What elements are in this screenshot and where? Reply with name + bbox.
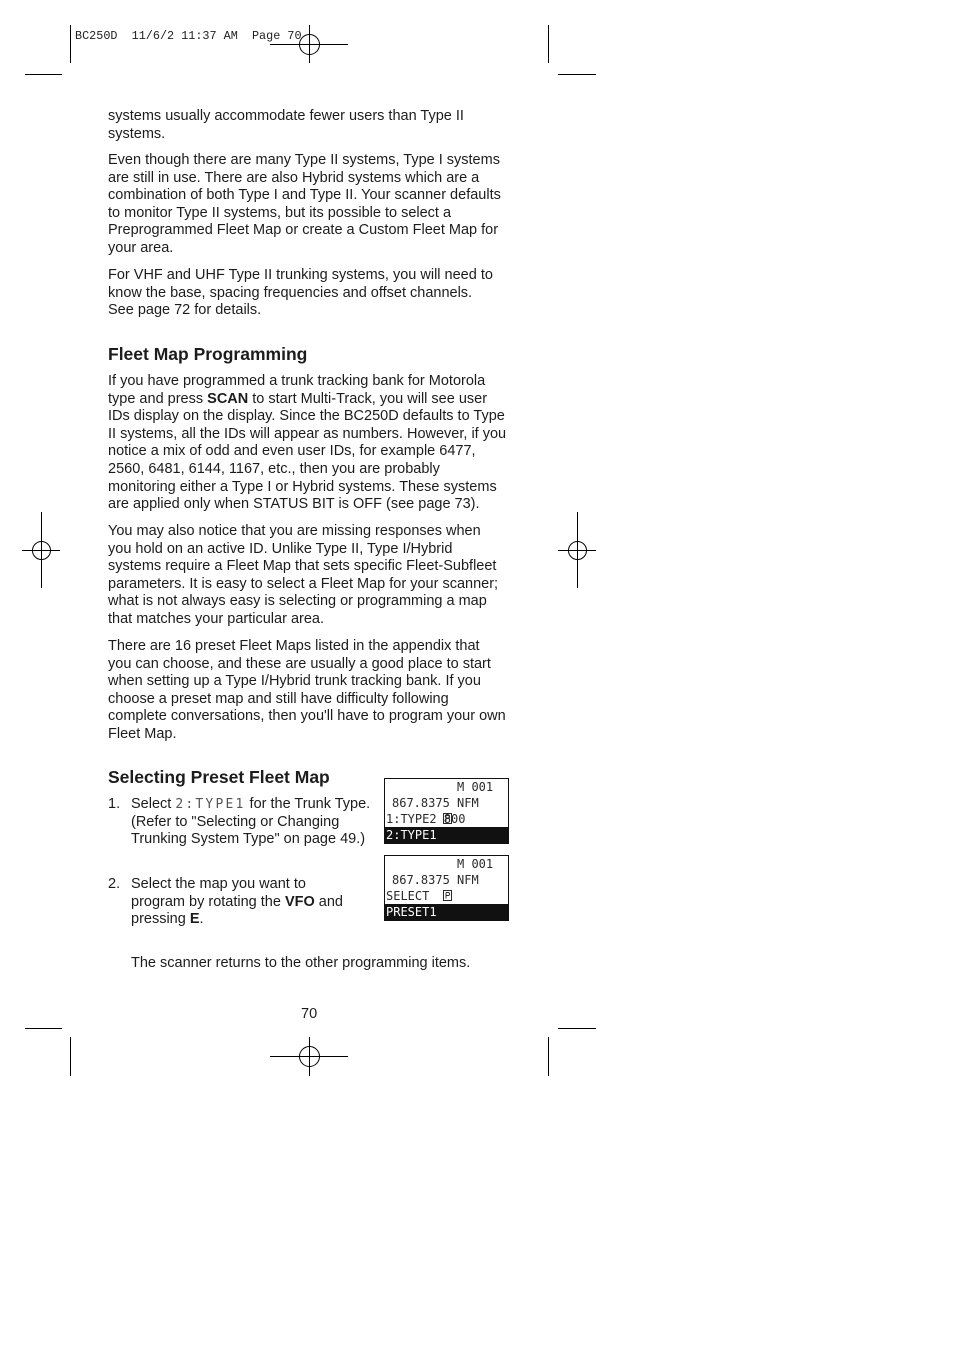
bank-indicator-icon — [443, 858, 452, 869]
text-line: notice a mix of odd and even user IDs, for example 6477, — [108, 443, 476, 460]
text-line: your area. — [108, 239, 174, 256]
step-number: 2. — [108, 876, 121, 892]
text-line: monitoring either a Type I or Hybrid systems. These systems — [108, 478, 497, 495]
paragraph — [108, 267, 538, 320]
lcd-status-row — [385, 779, 508, 795]
lcd-prompt: SELECT — [386, 889, 430, 903]
paragraph — [108, 152, 538, 258]
key-name-vfo: VFO — [284, 893, 315, 910]
text-line: what is not always easy is selecting or programming a map — [108, 593, 487, 610]
text-line — [108, 391, 538, 409]
crop-mark-top-right — [549, 25, 597, 75]
text-line: are still in use. There are also Hybrid systems which are a — [108, 169, 480, 186]
registration-mark-left — [22, 512, 60, 588]
crop-mark-top-left — [25, 25, 71, 75]
lcd-status-row — [385, 856, 508, 872]
text-line: systems. — [108, 125, 166, 142]
display-text-type1: 2:TYPE1 — [175, 797, 246, 812]
lcd-channel: M 001 — [457, 857, 494, 871]
text-line: You may also notice that you are missing responses when — [108, 523, 481, 539]
crop-mark-bottom-left — [25, 1029, 71, 1077]
text-line: Even though there are many Type II systems, Type I systems — [108, 152, 500, 168]
section-heading: Selecting Preset Fleet Map — [108, 767, 330, 787]
text-line: know the base, spacing frequencies and offset channels. — [108, 284, 473, 301]
lcd-channel: M 001 — [457, 780, 494, 794]
crop-mark-bottom-right — [549, 1029, 597, 1077]
text-segment: Select — [131, 796, 176, 812]
text-line: Select the map you want to — [131, 876, 306, 892]
text-line: systems require a Fleet Map that sets specific Fleet-Subfleet — [108, 558, 497, 575]
text-line — [131, 911, 343, 929]
lcd-frequency: 867.8375 NFM — [392, 796, 479, 810]
text-line: choose a preset map and still have difficulty following — [108, 690, 449, 707]
text-line: that matches your particular area. — [108, 610, 324, 627]
text-segment: to start Multi-Track, you will see user — [248, 390, 488, 407]
text-line: you hold on an active ID. Unlike Type II, Type I/Hybrid — [108, 540, 453, 557]
text-line: If you have programmed a trunk tracking bank for Motorola — [108, 373, 486, 389]
section-heading: Fleet Map Programming — [108, 344, 308, 364]
lcd-selected-option: 2:TYPE1 — [385, 827, 508, 843]
key-name-scan: SCAN — [207, 390, 249, 407]
text-line: Fleet Map. — [108, 725, 177, 742]
lcd-display — [384, 778, 509, 844]
text-line: to monitor Type II systems, but its possible to select a — [108, 204, 452, 221]
text-line: combination of both Type I and Type II. Your scanner defaults — [108, 187, 501, 204]
text-line: There are 16 preset Fleet Maps listed in the appendix that — [108, 638, 480, 654]
paragraph — [108, 108, 538, 143]
text-line: parameters. It is easy to select a Fleet Map for your scanner; — [108, 575, 499, 592]
text-segment: pressing — [131, 911, 190, 928]
step-number: 1. — [108, 796, 121, 812]
text-line — [131, 796, 370, 814]
text-line: complete conversations, then you'll have to program your own — [108, 708, 506, 725]
lcd-frequency: 867.8375 NFM — [392, 873, 479, 887]
paragraph — [108, 638, 538, 744]
text-line: 2560, 6481, 6144, 1167, etc., then you are probably — [108, 460, 440, 477]
text-line: Trunking System Type" on page 49.) — [131, 831, 366, 848]
step-text — [131, 876, 343, 929]
text-line: when setting up a Type I/Hybrid trunk tracking bank. If you — [108, 673, 481, 690]
page-number: 70 — [301, 1006, 318, 1022]
paragraph — [108, 523, 538, 629]
lcd-selected-option: PRESET1 — [385, 904, 508, 920]
text-line: are applied only when STATUS BIT is OFF (see page 73). — [108, 496, 480, 513]
text-line: See page 72 for details. — [108, 302, 262, 319]
step-text — [131, 796, 370, 849]
registration-mark-right — [558, 512, 596, 588]
bank-indicator-icon — [443, 781, 452, 792]
text-line: II systems, all the IDs will appear as numbers. However, if you — [108, 425, 507, 442]
text-segment: program by rotating the — [131, 893, 285, 910]
text-line: For VHF and UHF Type II trunking systems, you will need to — [108, 267, 493, 283]
text-segment: . — [199, 911, 204, 928]
paragraph — [108, 373, 538, 514]
text-line: IDs display on the display. Since the BC250D defaults to Type — [108, 408, 505, 425]
text-segment: for the Trunk Type. — [245, 796, 371, 812]
text-segment: type and press — [108, 390, 208, 407]
registration-mark-bottom — [270, 1037, 348, 1076]
text-segment: and — [314, 893, 343, 910]
lcd-option: 1:TYPE2 800 — [386, 812, 466, 826]
key-name-e: E — [189, 911, 200, 928]
lcd-display — [384, 855, 509, 921]
text-line: systems usually accommodate fewer users than Type II — [108, 108, 464, 124]
text-line — [131, 894, 343, 912]
text-line: (Refer to "Selecting or Changing — [131, 813, 340, 830]
text-line: Preprogrammed Fleet Map or create a Custom Fleet Map for — [108, 222, 499, 239]
print-slug: BC250D 11/6/2 11:37 AM Page 70 — [75, 29, 302, 43]
step-note: The scanner returns to the other programming items. — [131, 955, 471, 971]
text-line: you can choose, and these are usually a good place to start — [108, 655, 491, 672]
